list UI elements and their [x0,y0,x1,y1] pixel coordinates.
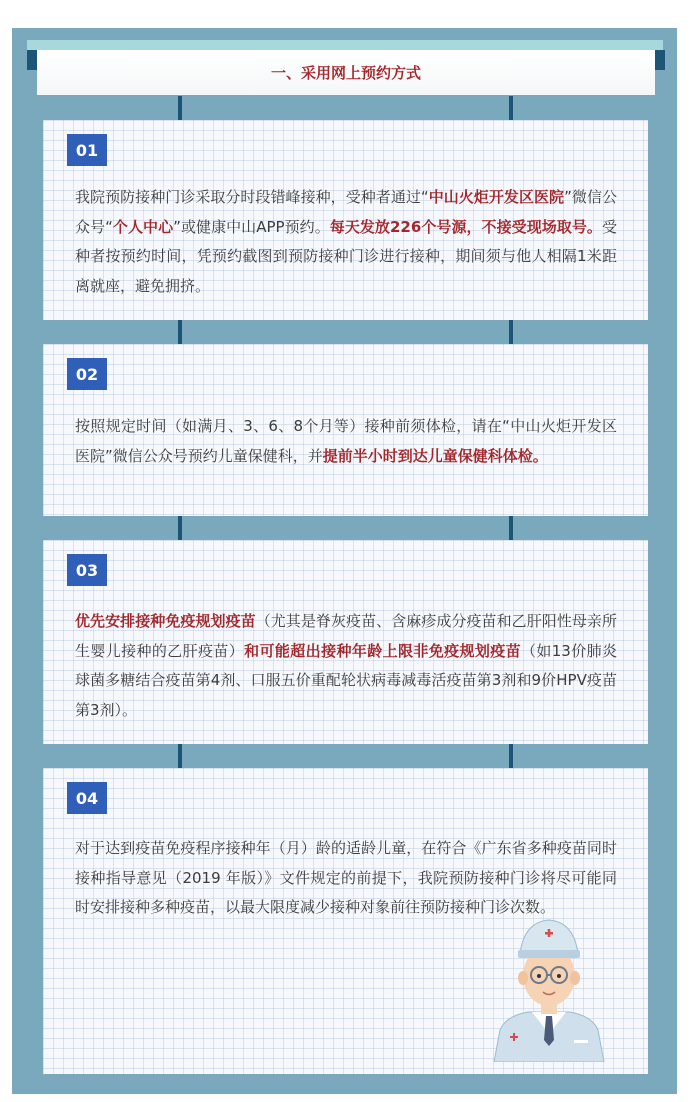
text-segment: 按照规定时间（如满月、3、6、8个月等）接种前须体检，请在“中山火炬开发区医院”微信公众号预约儿童保健科，并 [75,417,617,465]
highlight-segment: 每天发放226个号源，不接受现场取号。 [329,217,602,236]
highlight-segment: 优先安排接种免疫规划疫苗 [75,612,256,630]
header-accent-bar [27,40,663,50]
text-segment: 对于达到疫苗免疫程序接种年（月）龄的适龄儿童，在符合《广东省多种疫苗同时接种指导意见（2019 年版）》文件规定的前提下，我院预防接种门诊将尽可能同时安排接种多种疫苗，以最大限度减少接种对象前往预防接种门诊次数。 [75,839,617,916]
text-segment: ”或健康中山APP预约。 [173,217,330,236]
text-segment: ”微信公众号“ [75,188,617,236]
section-card-04 [43,768,648,1074]
text-segment: 我院预防接种门诊采取分时段错峰接种，受种者通过“ [75,188,429,206]
connector [178,516,182,540]
doctor-nurse-icon [484,912,614,1062]
section-text [75,412,617,471]
section-card-03 [43,540,648,744]
text-segment: （如13价肺炎球菌多糖结合疫苗第4剂、口服五价重配轮状病毒减毒活疫苗第3剂和9价HPV疫苗第3剂）。 [75,641,617,719]
section-number-badge: 02 [67,358,107,390]
text-segment: （尤其是脊灰疫苗、含麻疹成分疫苗和乙肝阳性母亲所生婴儿接种的乙肝疫苗） [75,612,617,660]
connector [178,96,182,120]
connector [509,516,513,540]
highlight-segment: 和可能超出接种年龄上限非免疫规划疫苗 [244,641,521,660]
highlight-segment: 个人中心 [112,217,174,236]
header-card [37,50,655,95]
header-title: 一、采用网上预约方式 [270,64,421,82]
section-card-02 [43,344,648,516]
text-segment: 受种者按预约时间，凭预约截图到预防接种门诊进行接种，期间须与他人相隔1米距离就座，避免拥挤。 [75,217,617,295]
header-tab-right [655,50,665,70]
connector [178,744,182,768]
section-number-badge: 01 [67,134,107,166]
section-text [75,607,617,725]
connector [509,96,513,120]
highlight-segment: 提前半小时到达儿童保健科体检。 [322,446,548,465]
section-number-badge: 04 [67,782,107,814]
connector [178,320,182,344]
header-tab-left [27,50,37,70]
section-text [75,834,617,923]
connector [509,320,513,344]
section-card-01 [43,120,648,320]
section-text [75,183,617,301]
section-number-badge: 03 [67,554,107,586]
connector [509,744,513,768]
highlight-segment: 中山火炬开发区医院 [428,188,565,206]
